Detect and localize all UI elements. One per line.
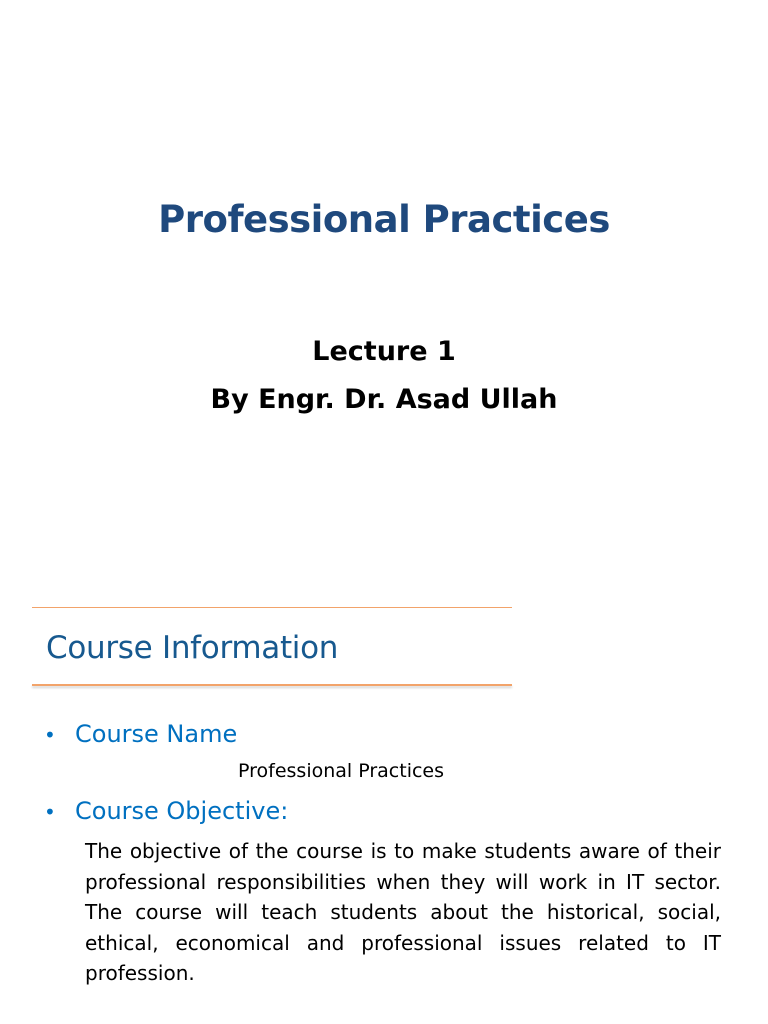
slide-heading: Course Information (46, 630, 339, 666)
course-objective-text: The objective of the course is to make students aware of their professional responsibilities when they will work in IT sector. The course will teach students about the historical, social, ethical, economical and professional issues related to IT profession. (85, 839, 721, 985)
bullet-course-name (44, 720, 237, 748)
heading-top-divider (32, 607, 512, 608)
bullet-label: Course Objective: (75, 797, 289, 825)
lecture-author: By Engr. Dr. Asad Ullah (210, 384, 558, 415)
heading-bottom-divider (32, 684, 512, 686)
bullet-course-objective (44, 797, 288, 825)
course-information-slide (0, 580, 768, 1024)
lecture-number: Lecture 1 (312, 336, 456, 367)
bullet-dot-icon: • (44, 800, 56, 824)
course-name-value: Professional Practices (238, 760, 445, 782)
bullet-label: Course Name (75, 720, 238, 748)
bullet-dot-icon: • (44, 723, 56, 747)
slide-title: Professional Practices (158, 198, 610, 241)
